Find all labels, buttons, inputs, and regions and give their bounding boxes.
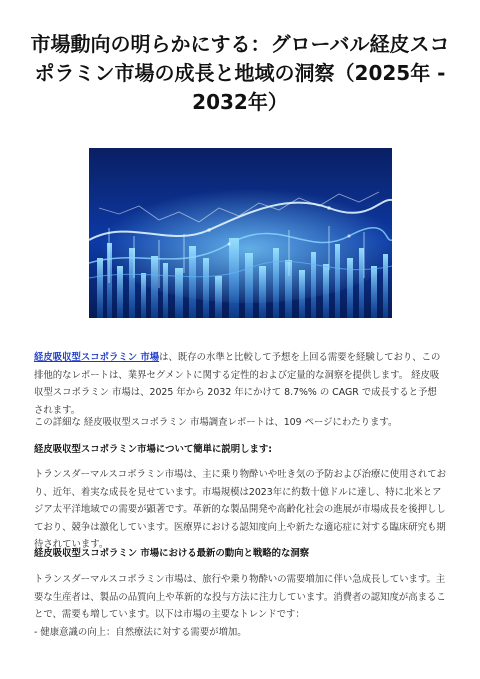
section2-body: トランスダーマルスコポラミン市場は、旅行や乗り物酔いの需要増加に伴い急成長しています。主要な生産者は、製品の品質向上や革新的な投与方法に注力しています。消費者の認知度が高まることで、需要も増しています。以下は市場の主要なトレンドです：: [34, 574, 446, 620]
market-link[interactable]: 経皮吸収型スコポラミン 市場: [34, 352, 160, 363]
bullet-item: - 健康意識の向上：自然療法に対する需要が増加。: [34, 627, 247, 638]
section2-heading: 経皮吸収型スコポラミン 市場における最新の動向と戦略的な洞察: [34, 548, 310, 559]
blue-financial-chart-image: [89, 148, 392, 318]
report-pages-text: この詳細な 経皮吸収型スコポラミン 市場調査レポートは、109 ページにわたります。: [34, 417, 398, 428]
section1-heading: 経皮吸収型スコポラミン市場について簡単に説明します:: [34, 444, 272, 455]
intro-text: は、既存の水準と比較して予想を上回る需要を経験しており、この排他的なレポートは、業界セグメントに関する定性的および定量的な洞察を提供します。 経皮吸収型スコポラミン 市場は、2025 年から 2032 年にかけて 8.7%% の CAGR で成長すると予想されます。: [34, 352, 441, 416]
page-title: 市場動向の明らかにする：グローバル経皮スコポラミン市場の成長と地域の洞察（2025年 - 2032年）: [30, 32, 450, 114]
intro-paragraph: [34, 349, 446, 419]
section1-body: トランスダーマルスコポラミン市場は、主に乗り物酔いや吐き気の予防および治療に使用されており、近年、着実な成長を見せています。市場規模は2023年に約数十億ドルに達し、特に北米とアジア太平洋地域での需要が顕著です。革新的な製品開発や高齢化社会の進展が市場成長を後押ししており、競争は激化しています。医療界における認知度向上や新たな適応症に対する臨床研究も期待されています。: [34, 469, 446, 550]
